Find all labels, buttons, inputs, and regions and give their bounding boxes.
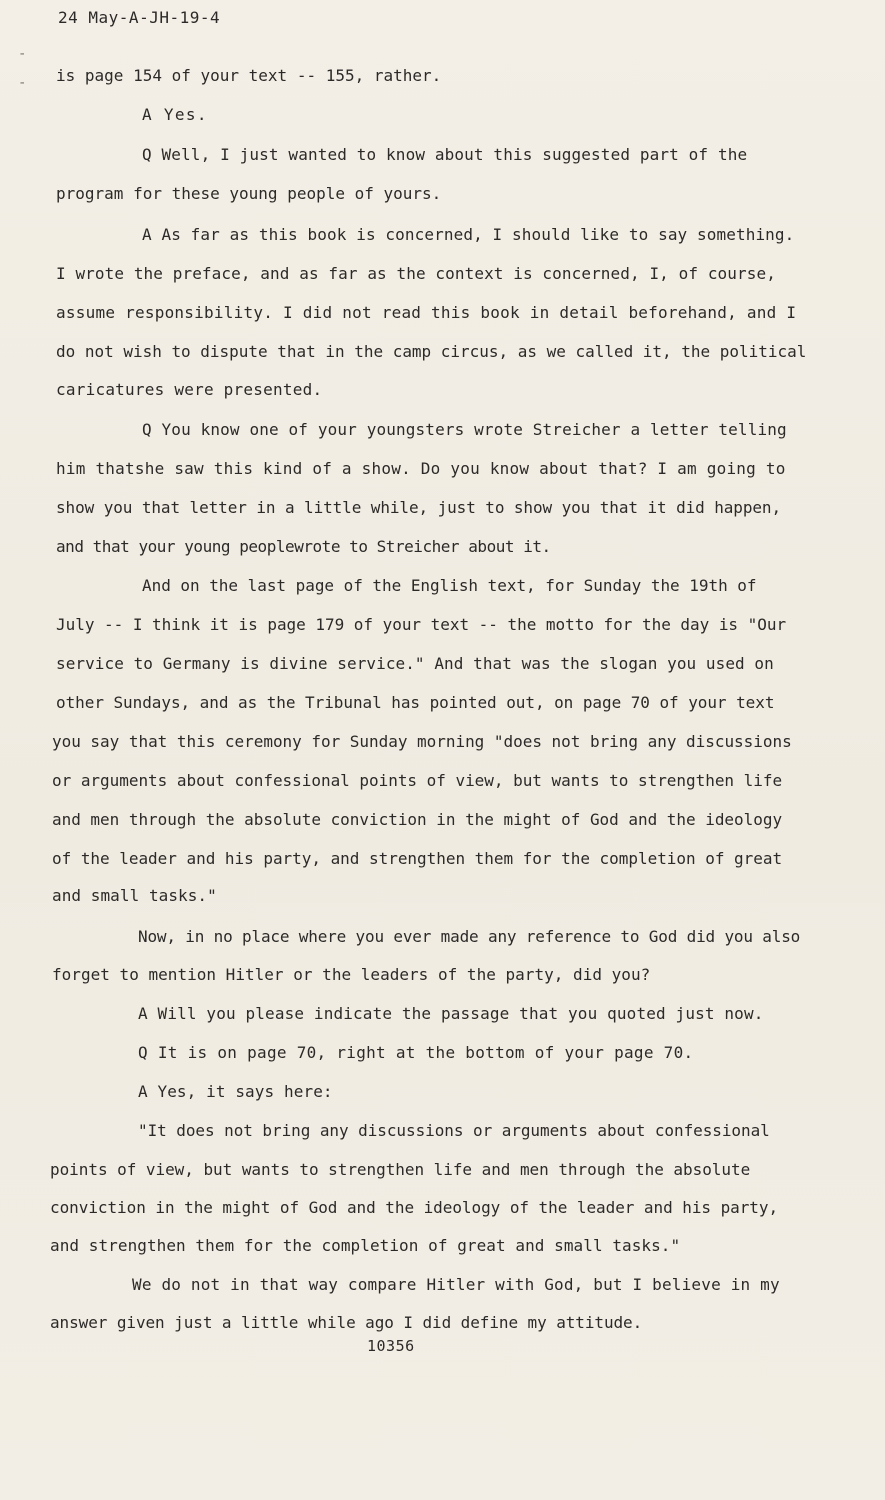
text-line: and small tasks." xyxy=(52,886,217,905)
text-line: of the leader and his party, and strengthen them for the completion of great xyxy=(52,849,783,868)
text-line: conviction in the might of God and the ideology of the leader and his party, xyxy=(50,1198,779,1217)
margin-mark: - xyxy=(18,75,27,91)
text-line: A Will you please indicate the passage that you quoted just now. xyxy=(138,1004,764,1023)
text-line: And on the last page of the English text, for Sunday the 19th of xyxy=(142,576,757,595)
text-line: or arguments about confessional points of view, but wants to strengthen life xyxy=(52,771,783,790)
text-line: Now, in no place where you ever made any reference to God did you also xyxy=(138,927,801,946)
text-line: is page 154 of your text -- 155, rather. xyxy=(56,66,442,85)
text-line: do not wish to dispute that in the camp circus, as we called it, the political xyxy=(56,342,807,361)
text-line: caricatures were presented. xyxy=(56,380,323,399)
text-line: program for these young people of yours. xyxy=(56,184,442,203)
text-line: Q It is on page 70, right at the bottom of your page 70. xyxy=(138,1043,694,1062)
text-line: points of view, but wants to strengthen life and men through the absolute xyxy=(50,1160,751,1179)
margin-mark: - xyxy=(18,46,27,62)
text-line: We do not in that way compare Hitler with God, but I believe in my xyxy=(132,1275,780,1294)
text-line: and men through the absolute conviction in the might of God and the ideology xyxy=(52,810,783,829)
text-line: and that your young peoplewrote to Streicher about it. xyxy=(56,537,551,556)
text-line: A Yes. xyxy=(142,105,208,124)
text-line: July -- I think it is page 179 of your text -- the motto for the day is "Our xyxy=(56,615,787,634)
text-line: answer given just a little while ago I did define my attitude. xyxy=(50,1313,643,1332)
text-line: "It does not bring any discussions or arguments about confessional xyxy=(138,1121,770,1140)
text-line: forget to mention Hitler or the leaders of the party, did you? xyxy=(52,965,651,984)
text-line: assume responsibility. I did not read this book in detail beforehand, and I xyxy=(56,303,797,322)
text-line: Q Well, I just wanted to know about this suggested part of the xyxy=(142,145,748,164)
text-line: and strengthen them for the completion of great and small tasks." xyxy=(50,1236,681,1255)
page-number: 10356 xyxy=(367,1337,415,1355)
text-line: other Sundays, and as the Tribunal has pointed out, on page 70 of your text xyxy=(56,693,775,712)
text-line: A As far as this book is concerned, I should like to say something. xyxy=(142,225,795,244)
text-line: service to Germany is divine service." And that was the slogan you used on xyxy=(56,654,774,673)
text-line: Q You know one of your youngsters wrote Streicher a letter telling xyxy=(142,420,787,439)
text-line: I wrote the preface, and as far as the context is concerned, I, of course, xyxy=(56,264,776,283)
text-line: him thatshe saw this kind of a show. Do you know about that? I am going to xyxy=(56,459,786,478)
document-header: 24 May-A-JH-19-4 xyxy=(58,8,221,27)
text-line: A Yes, it says here: xyxy=(138,1082,333,1101)
text-line: you say that this ceremony for Sunday morning "does not bring any discussions xyxy=(52,732,792,751)
text-line: show you that letter in a little while, just to show you that it did happen, xyxy=(56,498,782,517)
